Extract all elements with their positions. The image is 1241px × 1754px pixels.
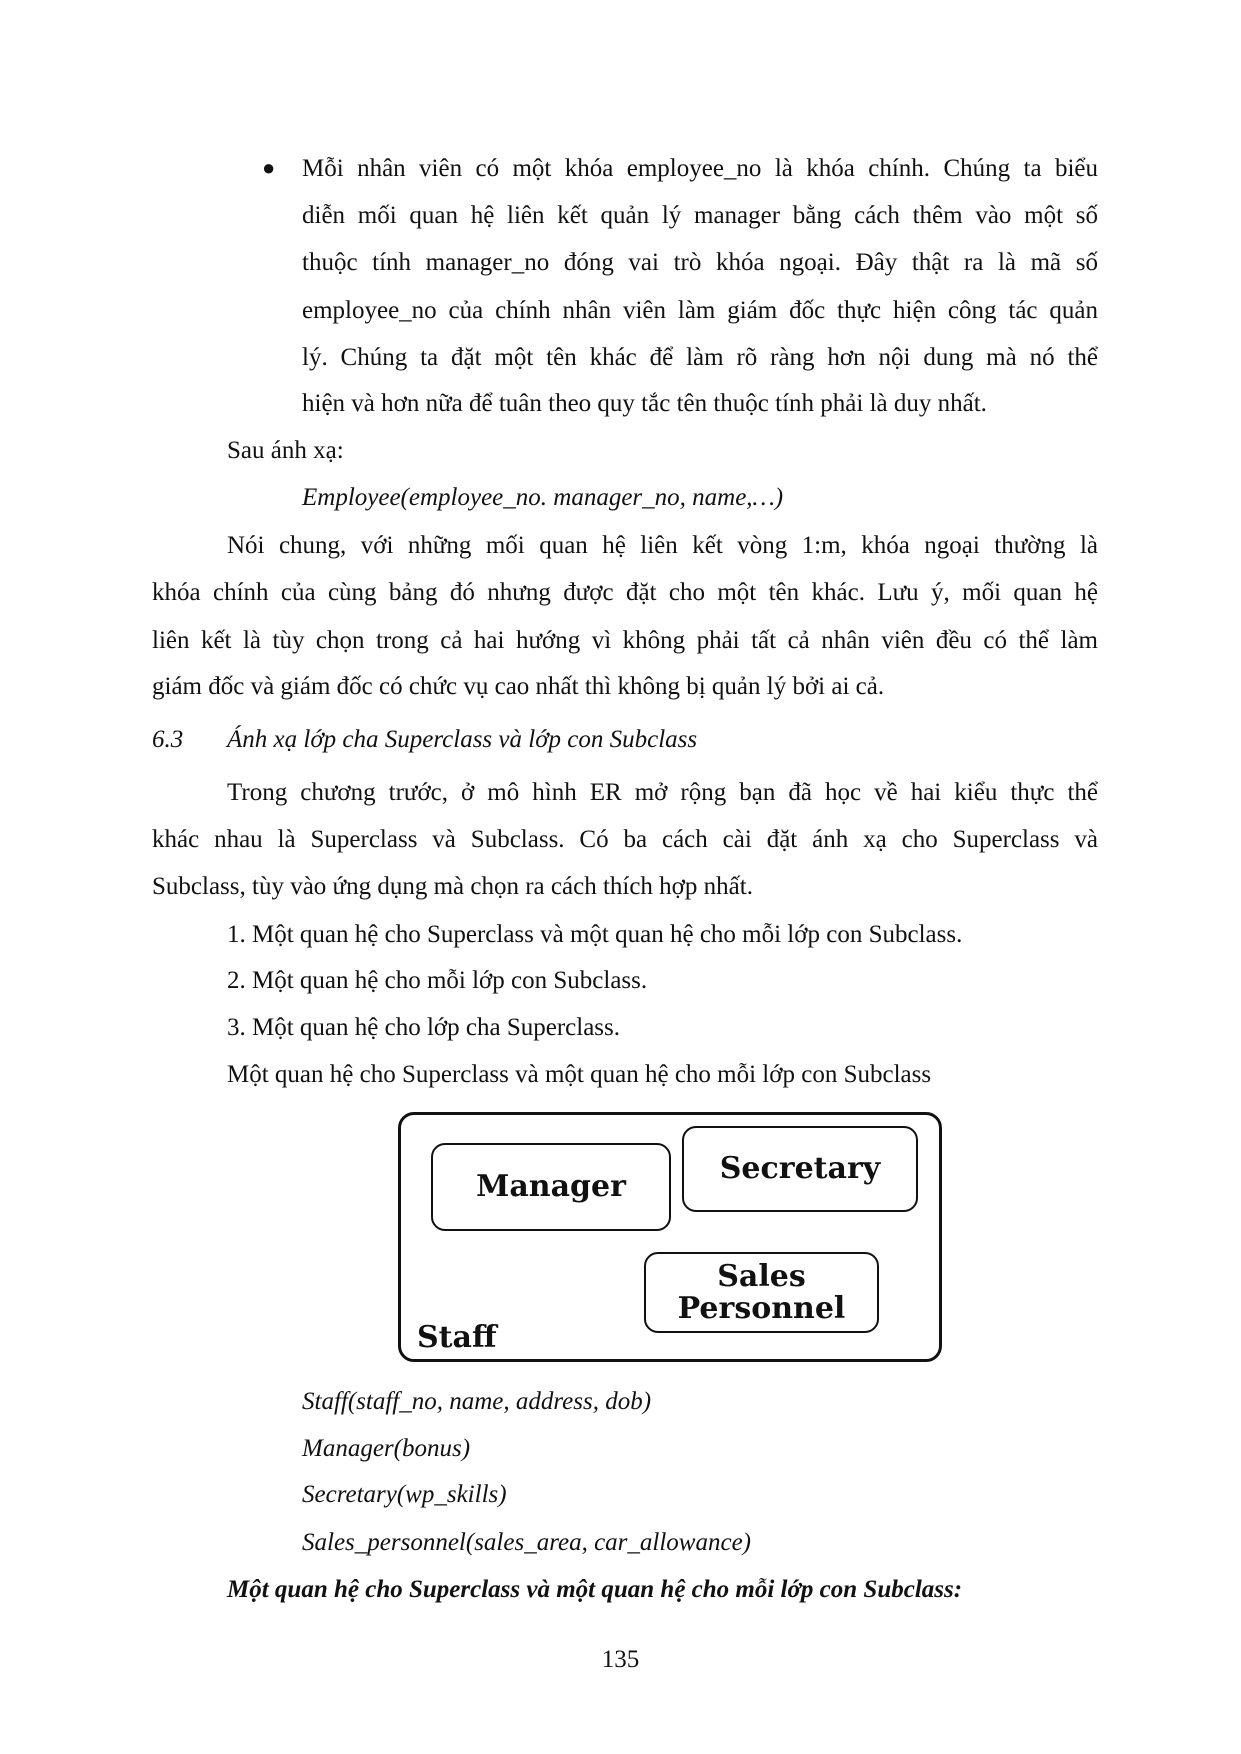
- manager-box: [431, 1143, 671, 1231]
- bold-heading: Một quan hệ cho Superclass và một quan hệ cho mỗi lớp con Subclass:: [227, 1576, 963, 1603]
- staff-diagram: [398, 1112, 942, 1362]
- text-line: khác nhau là Superclass và Subclass. Có ba cách cài đặt ánh xạ cho Superclass và: [152, 826, 1098, 853]
- option1-heading: Một quan hệ cho Superclass và một quan hệ cho mỗi lớp con Subclass: [227, 1061, 932, 1088]
- sales-personnel-box: [644, 1252, 879, 1333]
- employee-schema: Employee(employee_no. manager_no, name,…): [302, 484, 784, 511]
- after-mapping-label: Sau ánh xạ:: [227, 437, 344, 464]
- text-line: Subclass, tùy vào ứng dụng mà chọn ra cách thích hợp nhất.: [152, 873, 753, 900]
- section-number: 6.3: [152, 726, 184, 753]
- text-line: khóa chính của cùng bảng đó nhưng được đặt cho một tên khác. Lưu ý, mối quan hệ: [152, 579, 1098, 606]
- text-line: Nói chung, với những mối quan hệ liên kết vòng 1:m, khóa ngoại thường là: [227, 532, 1098, 559]
- text-line: lý. Chúng ta đặt một tên khác để làm rõ ràng hơn nội dung mà nó thể: [302, 344, 1098, 371]
- text-line: liên kết là tùy chọn trong cả hai hướng vì không phải tất cả nhân viên đều có thể làm: [152, 627, 1098, 654]
- section-title: Ánh xạ lớp cha Superclass và lớp con Subclass: [227, 726, 698, 753]
- text-line: diễn mối quan hệ liên kết quản lý manager bằng cách thêm vào một số: [302, 202, 1098, 229]
- text-line: thuộc tính manager_no đóng vai trò khóa ngoại. Đây thật ra là mã số: [302, 249, 1098, 276]
- staff-label: Staff: [417, 1320, 497, 1355]
- personnel-label: Personnel: [677, 1290, 846, 1326]
- page-number: 135: [601, 1646, 640, 1673]
- text-line: Trong chương trước, ở mô hình ER mở rộng bạn đã học về hai kiểu thực thể: [227, 779, 1098, 806]
- option-item: 2. Một quan hệ cho mỗi lớp con Subclass.: [227, 967, 648, 994]
- text-line: employee_no của chính nhân viên làm giám đốc thực hiện công tác quản: [302, 297, 1098, 324]
- secretary-box: [682, 1126, 918, 1212]
- schema-item: Staff(staff_no, name, address, dob): [302, 1388, 652, 1415]
- secretary-label: Secretary: [719, 1151, 881, 1186]
- text-line: hiện và hơn nữa để tuân theo quy tắc tên thuộc tính phải là duy nhất.: [302, 390, 987, 417]
- option-item: 1. Một quan hệ cho Superclass và một quan hệ cho mỗi lớp con Subclass.: [227, 921, 963, 948]
- schema-item: Manager(bonus): [302, 1435, 471, 1462]
- sales-label: Sales: [717, 1258, 806, 1294]
- schema-item: Secretary(wp_skills): [302, 1481, 507, 1508]
- schema-item: Sales_personnel(sales_area, car_allowance): [302, 1529, 751, 1556]
- text-line: Mỗi nhân viên có một khóa employee_no là khóa chính. Chúng ta biểu: [302, 155, 1098, 182]
- bullet-icon: ●: [262, 155, 276, 180]
- option-item: 3. Một quan hệ cho lớp cha Superclass.: [227, 1014, 620, 1041]
- text-line: giám đốc và giám đốc có chức vụ cao nhất thì không bị quản lý bởi ai cả.: [152, 673, 885, 700]
- manager-label: Manager: [476, 1169, 626, 1204]
